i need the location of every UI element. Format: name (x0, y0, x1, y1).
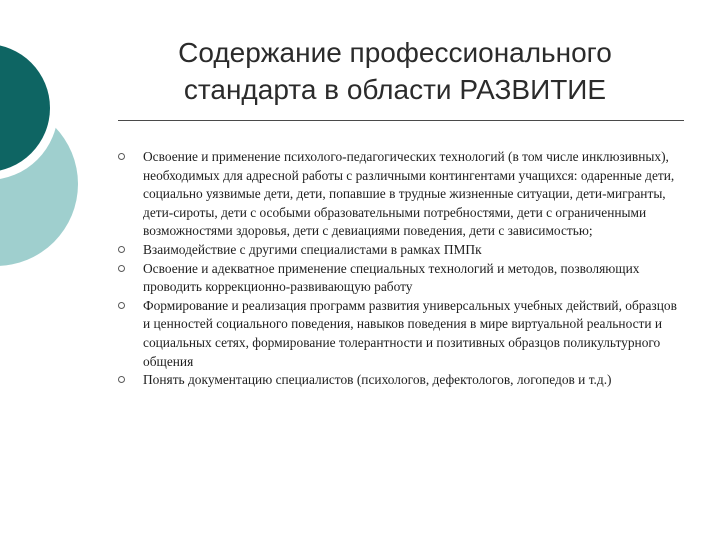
slide-title-line-2: стандарта в области РАЗВИТИЕ (183, 74, 607, 105)
bullet-circle-icon (118, 153, 125, 160)
bullet-circle-icon (118, 376, 125, 383)
bullet-circle-icon (118, 302, 125, 309)
bullet-text: Освоение и применение психолого-педагогических технологий (в том числе инклюзивных), необходимых для адресной работы с различными контингентами учащихся: одаренные дети, социально уязвимые дети, дети, попавшие в трудные жизненные ситуации, дети-мигранты, дети-сироты, дети с особыми образовательными потребностями, дети с ограниченными возможностями здоровья, дети с девиациями поведения, дети с зависимостью; (143, 149, 675, 239)
bullet-circle-icon (118, 246, 125, 253)
bullet-list (118, 148, 678, 390)
bullet-item (118, 371, 678, 390)
bullet-circle-icon (118, 265, 125, 272)
slide-title-line-1: Содержание профессионального (178, 37, 612, 68)
slide-title (110, 34, 680, 108)
bullet-item (118, 241, 678, 260)
bullet-text: Освоение и адекватное применение специальных технологий и методов, позволяющих проводить коррекционно-развивающую работу (143, 260, 640, 295)
bullet-text: Формирование и реализация программ развития универсальных учебных действий, образцов и ценностей социального поведения, навыков поведения в мире виртуальной реальности и социальных сетях, формирование толерантности и позитивных образцов поликультурного общения (143, 297, 677, 369)
bullet-item (118, 297, 678, 371)
bullet-item (118, 148, 678, 241)
bullet-text: Взаимодействие с другими специалистами в рамках ПМПк (143, 241, 482, 257)
bullet-item (118, 260, 678, 297)
title-divider (118, 120, 684, 121)
bullet-text: Понять документацию специалистов (психологов, дефектологов, логопедов и т.д.) (143, 372, 612, 388)
